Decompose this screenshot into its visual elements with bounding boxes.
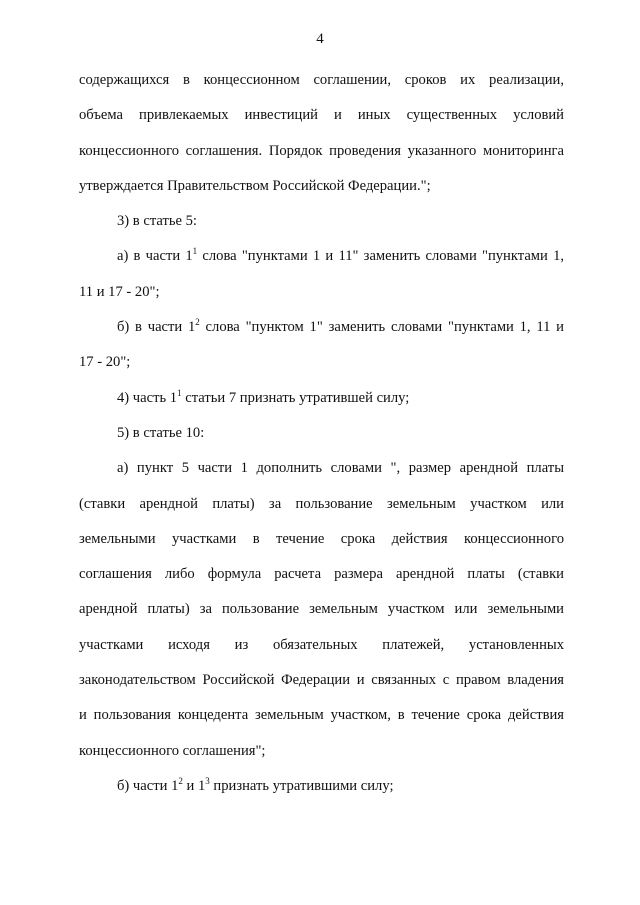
text-run: признать утратившими силу; xyxy=(209,777,394,794)
text-line xyxy=(79,242,564,277)
superscript: 1 xyxy=(192,246,198,257)
text-line: содержащихся в концессионном соглашении, сроков их реализации, xyxy=(79,72,564,88)
text-line: законодательством Российской Федерации и связанных с правом владения xyxy=(79,672,564,689)
superscript: 1 xyxy=(177,387,182,398)
text-line: 5) в статье 10: xyxy=(117,424,205,441)
text-line: концессионного соглашения"; xyxy=(79,742,266,759)
text-line: соглашения либо формула расчета размера арендной платы (ставки xyxy=(79,566,564,583)
text-run: б) в части 1 xyxy=(117,319,196,336)
superscript: 3 xyxy=(205,775,210,786)
text-run: 4) часть 1 xyxy=(117,389,178,406)
text-line: арендной платы) за пользование земельным участком или земельными xyxy=(79,601,564,618)
text-run: и 1 xyxy=(182,777,206,794)
text-line: участками исходя из обязательных платежей, установленных xyxy=(79,636,564,653)
text-line: 3) в статье 5: xyxy=(117,213,197,230)
text-run: статьи 7 признать утратившей силу; xyxy=(181,389,410,406)
text-line: а) пункт 5 части 1 дополнить словами ", размер арендной платы xyxy=(117,460,564,477)
text-run: б) части 1 xyxy=(117,777,179,794)
text-line: концессионного соглашения. Порядок проведения указанного мониторинга xyxy=(79,142,564,159)
text-line: (ставки арендной платы) за пользование земельным участком или xyxy=(79,495,564,512)
text-line: земельными участками в течение срока действия концессионного xyxy=(79,530,564,547)
text-line: утверждается Правительством Российской Федерации."; xyxy=(79,177,431,194)
text-line: и пользования концедента земельным участком, в течение срока действия xyxy=(79,707,564,724)
superscript: 2 xyxy=(195,317,200,328)
document-body xyxy=(79,66,564,807)
text-line: 11 и 17 - 20"; xyxy=(79,283,160,300)
superscript: 2 xyxy=(178,775,183,786)
text-run: слова "пунктами 1 и 11" заменить словами "пунктами 1, xyxy=(197,248,565,265)
text-line: 17 - 20"; xyxy=(79,354,131,371)
text-line: объема привлекаемых инвестиций и иных существенных условий xyxy=(79,107,564,124)
text-line xyxy=(79,384,564,419)
text-run: а) в части 1 xyxy=(117,248,193,265)
text-run: слова "пунктом 1" заменить словами "пунктами 1, 11 и xyxy=(199,319,564,336)
text-line xyxy=(79,772,564,807)
text-line xyxy=(79,313,564,348)
page-number: 4 xyxy=(316,31,324,47)
